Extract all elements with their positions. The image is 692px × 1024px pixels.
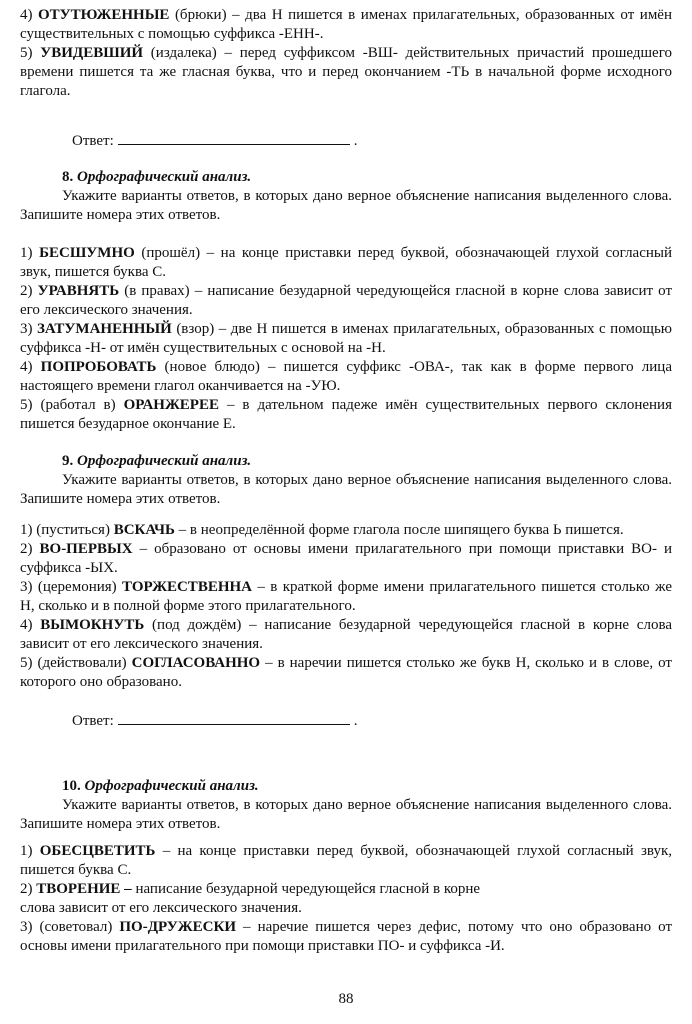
item-word: ПОПРОБОВАТЬ xyxy=(40,359,157,375)
list-item xyxy=(20,6,672,44)
item-word: ОБЕСЦВЕТИТЬ xyxy=(39,843,156,859)
item-number: 1) xyxy=(20,245,40,261)
list-item xyxy=(20,396,672,434)
item-text: (издалека) – перед суффиксом -ВШ- действительных причастий прошедшего времени пишется та же гласная буква, что и перед окончанием -ТЬ в начальной форме исходного глагола. xyxy=(20,45,672,99)
item-word: ТВОРЕНИЕ – xyxy=(36,881,132,897)
list-item xyxy=(20,654,672,692)
item-text: слова зависит от его лексического значения. xyxy=(20,900,302,916)
item-text: (брюки) – два Н пишется в именах прилагательных, образованных от имён существительных с помощью суффикса -ЕНН-. xyxy=(20,7,672,42)
document-page xyxy=(20,6,672,956)
list-item xyxy=(20,358,672,396)
item-number: 5) (действовали) xyxy=(20,655,132,671)
item-word: СОГЛАСОВАННО xyxy=(131,655,261,671)
item-text: (новое блюдо) – пишется суффикс -ОВА-, так как в форме первого лица настоящего времени глагол оканчивается на -УЮ. xyxy=(20,359,672,394)
item-word: ПО-ДРУЖЕСКИ xyxy=(119,919,237,935)
section-title: Орфографический анализ. xyxy=(77,453,252,469)
item-number: 4) xyxy=(20,7,38,23)
item-word: ОТУТЮЖЕННЫЕ xyxy=(38,7,170,23)
item-number: 2) xyxy=(20,881,37,897)
item-word: ОРАНЖЕРЕЕ xyxy=(123,397,219,413)
item-number: 1) (пуститься) xyxy=(20,522,114,538)
answer-field: Ответ: . xyxy=(72,133,358,149)
instruction: Укажите варианты ответов, в которых дано верное объяснение написания выделенного слова. Запишите номера этих ответов. xyxy=(20,188,672,223)
item-number: 3) xyxy=(20,321,37,337)
item-word: ВЫМОКНУТЬ xyxy=(40,617,145,633)
item-text: – на конце приставки перед буквой, обозначающей глухой согласный звук, пишется буква С. xyxy=(20,843,672,878)
list-item xyxy=(20,320,672,358)
item-text: (взор) – две Н пишется в именах прилагательных, образованных с помощью суффикса -Н- от имён существительных с основой на -Н. xyxy=(20,321,672,356)
item-word: ЗАТУМАНЕННЫЙ xyxy=(36,321,172,337)
section-heading xyxy=(62,168,672,187)
section-heading xyxy=(62,452,672,471)
item-number: 5) (работал в) xyxy=(20,397,124,413)
answer-line[interactable] xyxy=(118,712,350,725)
item-text: (прошёл) – на конце приставки перед буквой, обозначающей глухой согласный звук, пишется буква С. xyxy=(20,245,673,280)
section-number: 10. xyxy=(62,778,81,794)
item-word: ТОРЖЕСТВЕННА xyxy=(122,579,252,595)
item-text: – в неопределённой форме глагола после шипящего буква Ь пишется. xyxy=(174,522,624,538)
list-item xyxy=(20,521,672,540)
item-word: БЕСШУМНО xyxy=(39,245,135,261)
item-text: – в краткой форме имени прилагательного пишется столько же Н, сколько и в полной форме этого прилагательного. xyxy=(20,579,673,614)
item-text: (под дождём) – написание безударной чередующейся гласной в корне слова зависит от его лексического значения. xyxy=(20,617,672,652)
item-number: 3) (советовал) xyxy=(20,919,120,935)
answer-field: Ответ: . xyxy=(72,713,358,729)
answer-label: Ответ: xyxy=(72,713,114,729)
section-heading xyxy=(62,777,672,796)
list-item xyxy=(20,918,672,956)
answer-line[interactable] xyxy=(118,132,350,145)
item-word: УВИДЕВШИЙ xyxy=(40,45,144,61)
item-text: – образовано от основы имени прилагательного при помощи приставки ВО- и суффикса -ЫХ. xyxy=(20,541,672,576)
item-number: 5) xyxy=(20,45,41,61)
item-text: – в наречии пишется столько же букв Н, сколько и в слове, от которого оно образовано. xyxy=(20,655,672,690)
list-item xyxy=(20,44,672,101)
item-number: 4) xyxy=(20,617,41,633)
list-item xyxy=(20,616,672,654)
instruction: Укажите варианты ответов, в которых дано верное объяснение написания выделенного слова. Запишите номера этих ответов. xyxy=(20,797,672,832)
answer-label: Ответ: xyxy=(72,133,114,149)
list-item xyxy=(20,578,672,616)
list-item xyxy=(20,540,672,578)
item-word: ВСКАЧЬ xyxy=(113,522,175,538)
item-word: ВО-ПЕРВЫХ xyxy=(39,541,133,557)
instruction: Укажите варианты ответов, в которых дано верное объяснение написания выделенного слова. Запишите номера этих ответов. xyxy=(20,472,672,507)
list-item xyxy=(20,282,672,320)
section-title: Орфографический анализ. xyxy=(84,778,259,794)
page-number: 88 xyxy=(338,991,354,1007)
item-number: 3) (церемония) xyxy=(20,579,123,595)
item-text: – наречие пишется через дефис, потому что оно образовано от основы имени прилагательного при помощи приставки ПО- и суффикса -И. xyxy=(20,919,672,954)
item-text: написание безударной чередующейся гласной в корне xyxy=(131,881,481,897)
item-number: 1) xyxy=(20,843,40,859)
section-number: 9. xyxy=(62,453,74,469)
item-number: 4) xyxy=(20,359,41,375)
list-item xyxy=(20,880,672,918)
list-item xyxy=(20,842,672,880)
item-text: – в дательном падеже имён существительных первого склонения пишется безударное окончание Е. xyxy=(20,397,672,432)
section-title: Орфографический анализ. xyxy=(77,169,252,185)
item-number: 2) xyxy=(20,541,40,557)
section-number: 8. xyxy=(62,169,74,185)
item-number: 2) xyxy=(20,283,38,299)
list-item xyxy=(20,244,672,282)
item-text: (в правах) – написание безударной чередующейся гласной в корне слова зависит от его лексического значения. xyxy=(20,283,672,318)
item-word: УРАВНЯТЬ xyxy=(37,283,120,299)
